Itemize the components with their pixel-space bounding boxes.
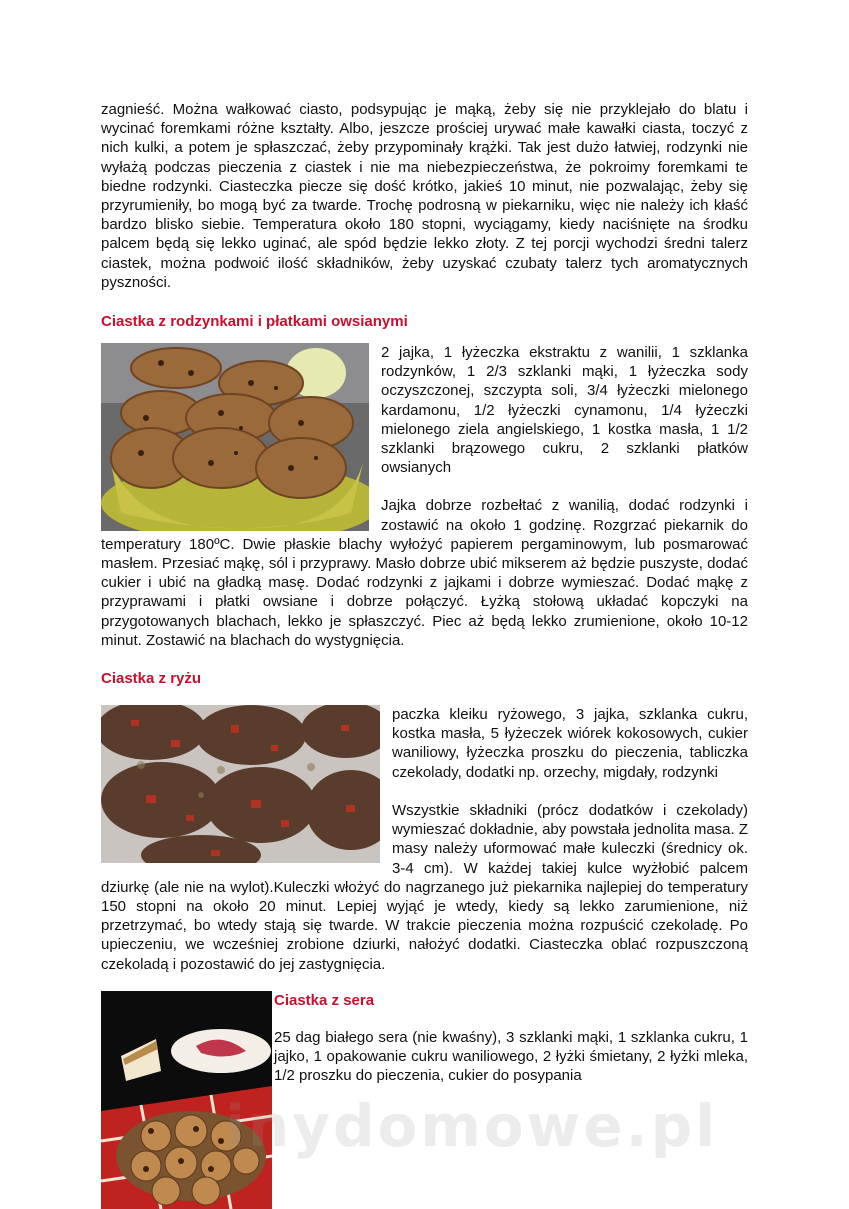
intro-paragraph: zagnieść. Można wałkować ciasto, podsypując je mąką, żeby się nie przyklejało do blatu i wycinać foremkami różne kształty. Albo, jeszcze prościej urywać małe kawałki ciasta, toczyć z nich kulki, a potem je spłaszczać, żeby przypominały krążki. Tak jest dużo łatwiej, rodzynki nie wyłażą podczas pieczenia z ciastek i nie ma niebezpieczeństwa, że pokroimy foremkami te biedne rodzynki. Ciasteczka piecze się dość krótko, jakieś 10 minut, nie pozwalając, żeby się przyrumieniły, bo mogą być za twarde. Trochę podrosną w piekarniku, więc nie należy ich kłaść bardzo blisko siebie. Temperatura około 180 stopni, wyciągamy, kiedy naciśnięte na środku palcem będą się lekko uginać, ale spód będzie lekko złoty. Z tej porcji wychodzi średni talerz ciastek, można podwoić ilość składników, żeby uzyskać czubaty talerz tych aromatycznych pyszności.: [101, 101, 748, 291]
cheese-cookies-photo: [101, 991, 272, 1209]
recipe-title-cheese: Ciastka z sera: [274, 991, 375, 1009]
recipe-oat-raisin: [101, 343, 748, 650]
rice-cookies-photo: [101, 705, 380, 863]
oat-raisin-method: Jajka dobrze rozbełtać z wanilią, dodać rodzynki i zostawić na około 1 godzinę. Rozgrzać piekarnik do temperatury 180ºC. Dwie płaskie blachy wyłożyć papierem pergaminowym, lub posmarować masłem. Przesiać mąkę, sól i przyprawy. Masło dobrze ubić mikserem aż będzie puszyste, dodać cukier i ubić na gładką masę. Dodać rodzynki z jajkami i dobrze wymieszać. Dodać mąkę z przyprawami i płatki owsiane i dobrze połączyć. Łyżką stołową układać kopczyki na przygotowanych blachach, lekko je spłaszczyć. Piec aż będą lekko zrumienione, około 10-12 minut. Zostawić na blachach do wystygnięcia.: [101, 497, 748, 649]
recipe-cheese: [101, 991, 748, 1209]
recipe-rice: [101, 705, 748, 974]
site-watermark: inydomowe.pl: [225, 1092, 718, 1160]
document-page: [101, 100, 748, 1209]
rice-method: Wszystkie składniki (prócz dodatków i czekolady) wymieszać dokładnie, aby powstała jednolita masa. Z masy należy uformować małe kuleczki (średnicy ok. 3-4 cm). W każdej takiej kulce wyżłobić palcem dziurkę (ale nie na wylot).Kuleczki włożyć do nagrzanego już piekarnika najlepiej do temperatury 150 stopni na około 20 minut. Lepiej wyjąć je wtedy, kiedy są lekko zarumienione, niż przetrzymać, bo wtedy stają się twarde. W trakcie pieczenia można rozpuścić czekoladę. Po upieczeniu, we wcześniej zrobione dziurki, nałożyć dodatki. Ciasteczka oblać rozpuszczoną czekoladą i pozostawić do jej zastygnięcia.: [101, 801, 749, 973]
cheese-ingredients: 25 dag białego sera (nie kwaśny), 3 szklanki mąki, 1 szklanka cukru, 1 jajko, 1 opakowanie cukru waniliowego, 2 łyżki śmietany, 2 łyżki mleka, 1/2 proszku do pieczenia, cukier do posypania: [274, 1028, 748, 1085]
recipe-title-rice: Ciastka z ryżu: [101, 670, 202, 688]
recipe-title-oat-raisin: Ciastka z rodzynkami i płatkami owsianymi: [101, 313, 408, 331]
oat-raisin-ingredients: 2 jajka, 1 łyżeczka ekstraktu z wanilii, 1 szklanka rodzynków, 1 2/3 szklanki mąki, 1 łyżeczka sody oczyszczonej, szczypta soli, 3/4 łyżeczki mielonego kardamonu, 1/2 łyżeczki cynamonu, 1/4 łyżeczki mielonego ziela angielskiego, 1 kostka masła, 1 1/2 szklanki brązowego cukru, 2 szklanki płatków owsianych: [381, 344, 748, 477]
oat-raisin-cookies-photo: [101, 343, 369, 531]
rice-ingredients: paczka kleiku ryżowego, 3 jajka, szklanka cukru, kostka masła, 5 łyżeczek wiórek kokosowych, cukier waniliowy, łyżeczka proszku do pieczenia, tabliczka czekolady, dodatki np. orzechy, migdały, rodzynki: [392, 706, 748, 781]
